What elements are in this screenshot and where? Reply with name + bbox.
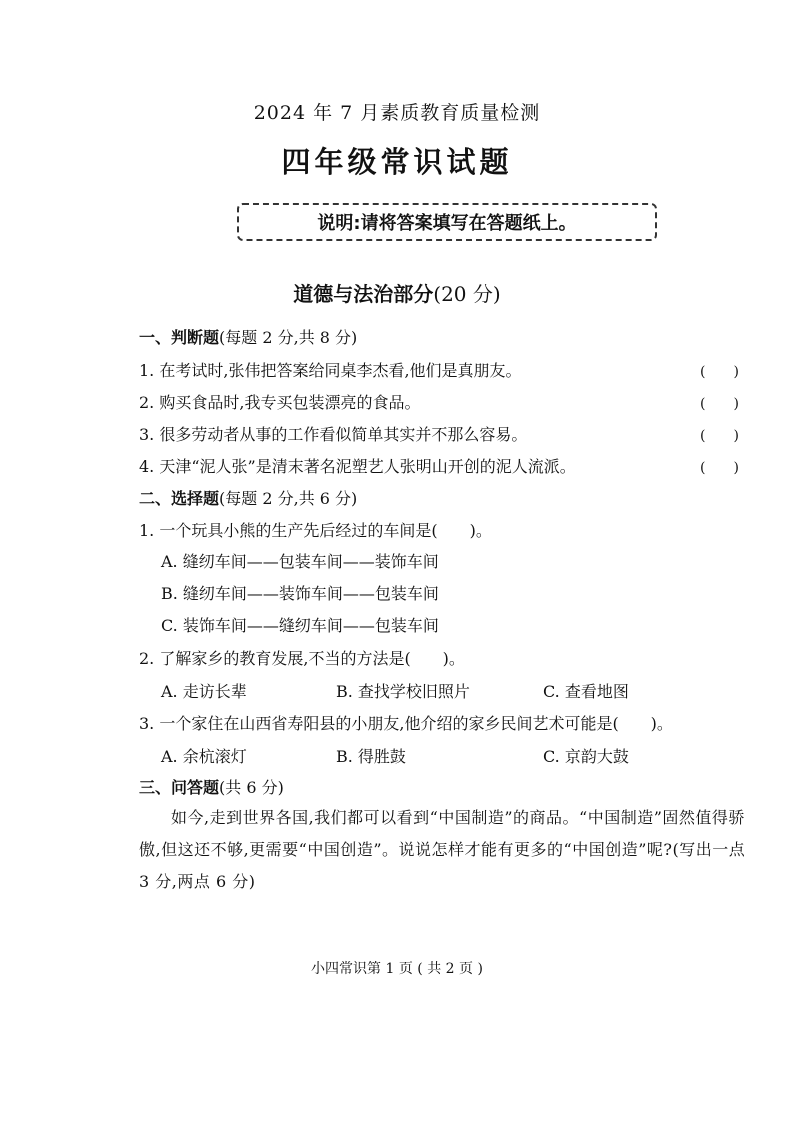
part-score: (20 分) bbox=[433, 282, 501, 306]
section3-name: 三、问答题 bbox=[139, 778, 220, 797]
page-title: 四年级常识试题 bbox=[281, 145, 513, 179]
instruction-text: 说明:请将答案填写在答题纸上。 bbox=[317, 213, 577, 234]
choice-question-2: 2. 了解家乡的教育发展,不当的方法是( )。 bbox=[139, 649, 465, 668]
answer-paren-2: ( ) bbox=[700, 396, 739, 412]
answer-paren-3: ( ) bbox=[700, 428, 739, 444]
instruction-box bbox=[237, 203, 657, 241]
section1-heading bbox=[139, 325, 357, 348]
part-name: 道德与法治部分 bbox=[293, 282, 434, 306]
choice-option: C. 装饰车间——缝纫车间——包装车间 bbox=[161, 616, 439, 635]
choice-option: A. 走访长辈 bbox=[161, 682, 247, 701]
choice-option: C. 京韵大鼓 bbox=[543, 747, 629, 766]
answer-paren-1: ( ) bbox=[700, 364, 739, 380]
section2-heading bbox=[139, 486, 357, 509]
choice-option: A. 缝纫车间——包装车间——装饰车间 bbox=[161, 552, 439, 571]
judge-question-3: 3. 很多劳动者从事的工作看似简单其实并不那么容易。 bbox=[139, 425, 528, 444]
exam-header: 2024 年 7 月素质教育质量检测 bbox=[253, 102, 541, 124]
page-footer: 小四常识第 1 页 ( 共 2 页 ) bbox=[311, 961, 483, 977]
choice-question-3: 3. 一个家住在山西省寿阳县的小朋友,他介绍的家乡民间艺术可能是( )。 bbox=[139, 714, 673, 733]
judge-question-2: 2. 购买食品时,我专买包装漂亮的食品。 bbox=[139, 393, 421, 412]
section2-name: 二、选择题 bbox=[139, 489, 220, 508]
section3-heading bbox=[139, 775, 284, 798]
part-title bbox=[0, 278, 794, 307]
section2-info: (每题 2 分,共 6 分) bbox=[219, 489, 358, 508]
choice-question-1: 1. 一个玩具小熊的生产先后经过的车间是( )。 bbox=[139, 521, 492, 540]
judge-question-1: 1. 在考试时,张伟把答案给同桌李杰看,他们是真朋友。 bbox=[139, 361, 522, 380]
judge-question-4: 4. 天津“泥人张”是清末著名泥塑艺人张明山开创的泥人流派。 bbox=[139, 457, 576, 476]
choice-option: A. 余杭滚灯 bbox=[161, 747, 247, 766]
choice-option: C. 查看地图 bbox=[543, 682, 629, 701]
choice-option: B. 得胜鼓 bbox=[336, 747, 406, 766]
section1-name: 一、判断题 bbox=[139, 328, 220, 347]
essay-question: 如今,走到世界各国,我们都可以看到“中国制造”的商品。“中国制造”固然值得骄傲,但这还不够,更需要“中国创造”。说说怎样才能有更多的“中国创造”呢?(写出一点 3 分,两点 6 分) bbox=[139, 808, 746, 891]
choice-option: B. 查找学校旧照片 bbox=[336, 682, 470, 701]
answer-paren-4: ( ) bbox=[700, 460, 739, 476]
choice-option: B. 缝纫车间——装饰车间——包装车间 bbox=[161, 584, 439, 603]
section1-info: (每题 2 分,共 8 分) bbox=[219, 328, 358, 347]
section3-info: (共 6 分) bbox=[219, 778, 284, 797]
